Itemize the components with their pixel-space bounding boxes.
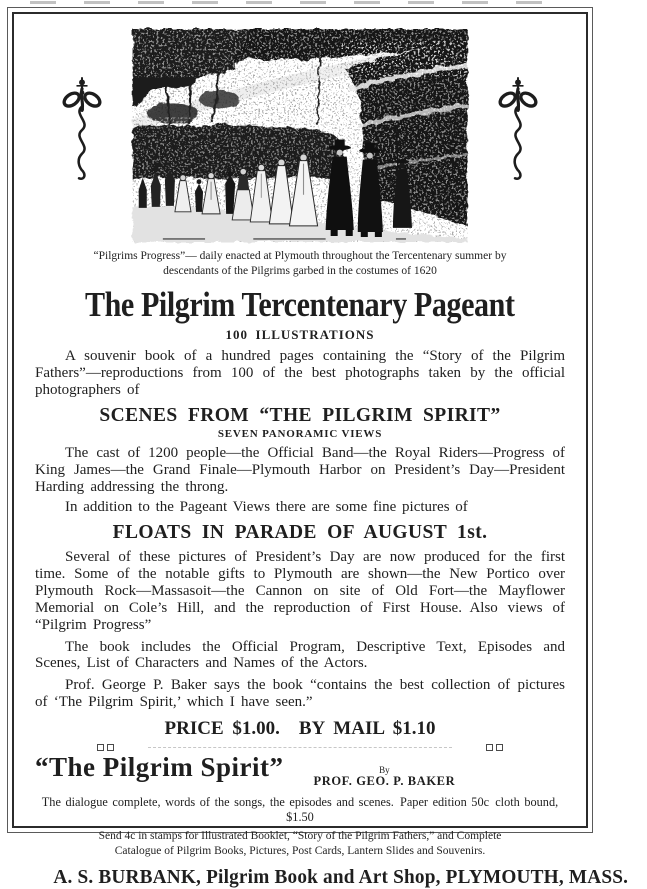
intro-paragraph: A souvenir book of a hundred pages containing the “Story of the Pilgrim Fathers”—reproductions from 100 of the best photographs taken by the official photographers of [35, 348, 565, 399]
quote-paragraph: Prof. George P. Baker says the book “contains the best collection of pictures of ‘The Pilgrim Spirit,’ which I have seen.” [35, 677, 565, 711]
publisher-line-text: A. S. BURBANK, Pilgrim Book and Art Shop, PLYMOUTH, MASS. [53, 865, 629, 888]
divider [97, 743, 503, 751]
page-title [35, 287, 565, 324]
contents-paragraph: The book includes the Official Program, Descriptive Text, Episodes and Scenes, List of Characters and Names of the Actors. [35, 638, 565, 672]
panoramic-subheading: SEVEN PANORAMIC VIEWS [217, 428, 383, 440]
photo-caption-line2: descendants of the Pilgrims garbed in the costumes of 1620 [163, 264, 437, 277]
book-byline [314, 766, 456, 789]
divider-rule [148, 747, 452, 748]
divider-squares-right [486, 744, 503, 751]
offer-text [35, 829, 565, 859]
price-line: PRICE $1.00. BY MAIL $1.10 [164, 718, 436, 740]
by-label: By [379, 765, 390, 776]
pageant-photograph [132, 29, 468, 242]
book-description: The dialogue complete, words of the songs, the episodes and scenes. Paper edition 50c cloth bound, $1.50 [41, 795, 559, 824]
offer-line1: Send 4c in stamps for Illustrated Booklet, “Story of the Pilgrim Fathers,” and Complete [98, 830, 502, 842]
floats-paragraph: Several of these pictures of President’s Day are now produced for the first time. Some of the notable gifts to Plymouth are shown—the New Portico over Plymouth Rock—Massasoit—the Cannon on site of Old Fort—the Mayflower Memorial on Cole’s Hill, and the reproduction of First House. Also views of “Pilgrim Progress” [35, 548, 565, 633]
book-title-row [35, 752, 565, 792]
pilgrims-procession-photo [132, 29, 468, 242]
illustrations-subtitle: 100 ILLUSTRATIONS [225, 327, 375, 343]
cast-paragraph: The cast of 1200 people—the Official Band—the Royal Riders—Progress of King James—the Grand Finale—Plymouth Harbor on President’s Day—President Harding addressing the throng. [35, 445, 565, 495]
offer-line2: Catalogue of Pilgrim Books, Pictures, Post Cards, Lantern Slides and Souvenirs. [114, 844, 486, 857]
divider-squares-left [97, 744, 114, 751]
scenes-heading: SCENES FROM “THE PILGRIM SPIRIT” [99, 405, 501, 426]
book-author: PROF. GEO. P. BAKER [313, 774, 456, 789]
addition-line: In addition to the Pageant Views there are some fine pictures of [65, 498, 468, 515]
floats-heading: FLOATS IN PARADE OF AUGUST 1st. [112, 521, 488, 543]
publisher-line [35, 865, 629, 889]
book-title: “The Pilgrim Spirit” [35, 752, 284, 783]
photo-caption-line1: “Pilgrims Progress”— daily enacted at Plymouth throughout the Tercentenary summer by [93, 250, 507, 262]
photo-caption [35, 249, 565, 278]
page-title-text: The Pilgrim Tercentenary Pageant [85, 285, 515, 325]
